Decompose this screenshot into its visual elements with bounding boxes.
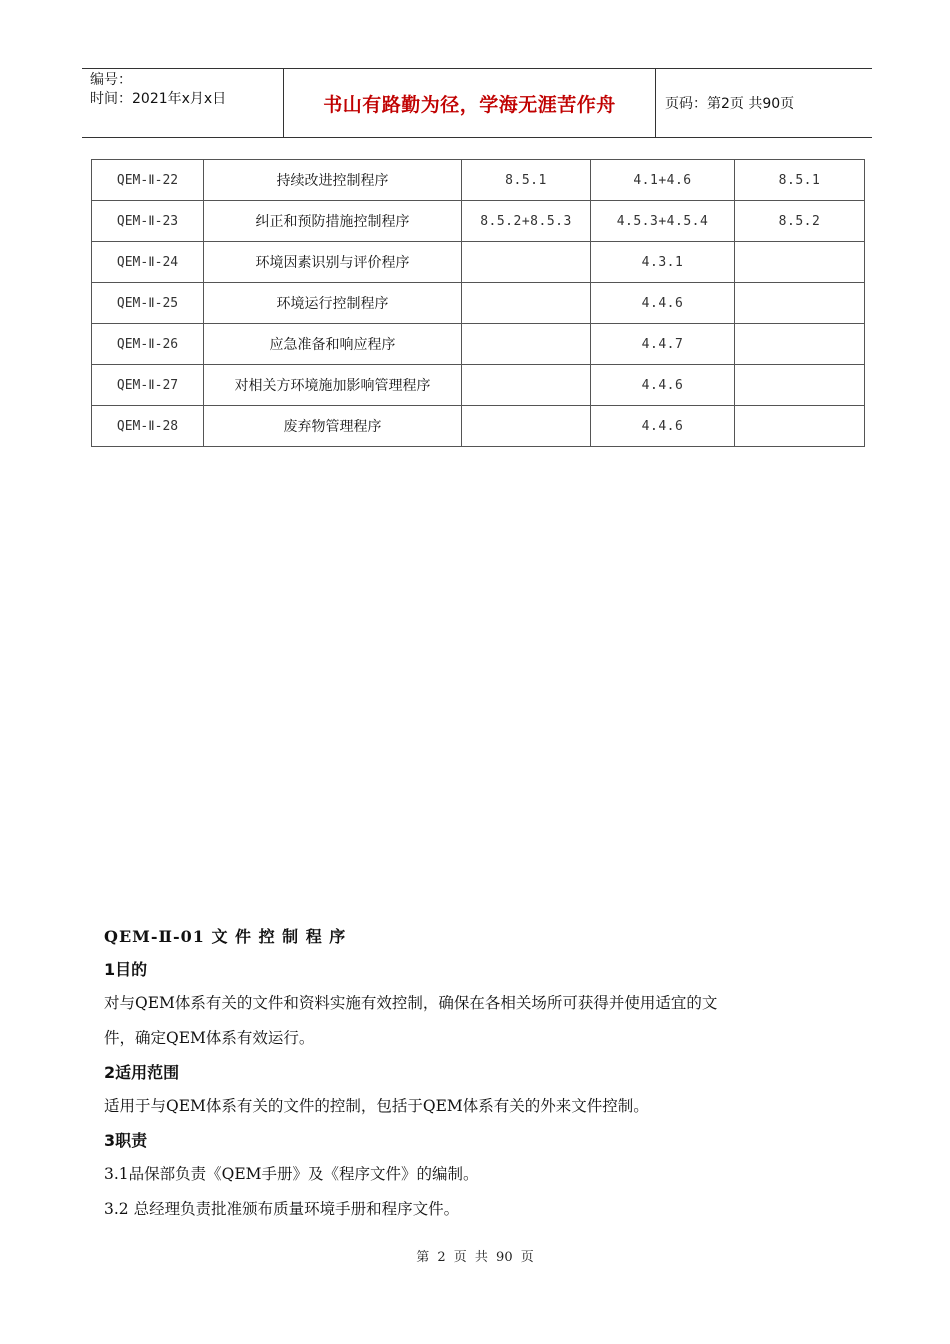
responsibility-item-2: 3.2 总经理负责批准颁布质量环境手册和程序文件。 [104,1200,460,1218]
clause-col-1 [462,406,591,447]
clause-col-3: 8.5.1 [735,160,865,201]
page-header [82,68,872,138]
clause-col-3 [735,283,865,324]
procedure-name: 纠正和预防措施控制程序 [204,201,462,242]
clause-col-2: 4.4.6 [591,365,735,406]
procedure-name: 环境因素识别与评价程序 [204,242,462,283]
procedure-name: 废弃物管理程序 [204,406,462,447]
table-row [92,160,865,201]
clause-col-2: 4.1+4.6 [591,160,735,201]
header-meta [82,69,284,137]
procedure-code: QEM-Ⅱ-24 [92,242,204,283]
procedure-name: 环境运行控制程序 [204,283,462,324]
procedure-code: QEM-Ⅱ-25 [92,283,204,324]
procedure-code: QEM-Ⅱ-26 [92,324,204,365]
table-row [92,242,865,283]
clause-col-1 [462,283,591,324]
purpose-line-1: 对与QEM体系有关的文件和资料实施有效控制，确保在各相关场所可获得并使用适宜的文 [104,994,718,1012]
clause-col-1: 8.5.2+8.5.3 [462,201,591,242]
header-page-info: 页码：第2页 共90页 [665,96,795,112]
clause-col-3 [735,324,865,365]
clause-col-1 [462,324,591,365]
document-title: QEM-Ⅱ-01 文 件 控 制 程 序 [104,927,347,946]
clause-col-1 [462,242,591,283]
procedure-name: 持续改进控制程序 [204,160,462,201]
procedure-table [91,159,865,447]
procedure-code: QEM-Ⅱ-22 [92,160,204,201]
clause-col-2: 4.4.7 [591,324,735,365]
procedure-name: 对相关方环境施加影响管理程序 [204,365,462,406]
section-heading-scope: 2适用范围 [104,1063,180,1082]
document-body [104,920,864,1227]
procedure-code: QEM-Ⅱ-28 [92,406,204,447]
scope-text: 适用于与QEM体系有关的文件的控制，包括于QEM体系有关的外来文件控制。 [104,1097,649,1115]
header-motto: 书山有路勤为径，学海无涯苦作舟 [284,69,656,137]
procedure-name: 应急准备和响应程序 [204,324,462,365]
clause-col-2: 4.3.1 [591,242,735,283]
date-label: 时间：2021年x月x日 [90,91,227,107]
clause-col-3 [735,242,865,283]
purpose-line-2: 件，确定QEM体系有效运行。 [104,1029,315,1047]
clause-col-2: 4.4.6 [591,406,735,447]
clause-col-2: 4.5.3+4.5.4 [591,201,735,242]
table-row [92,201,865,242]
clause-col-1 [462,365,591,406]
procedure-code: QEM-Ⅱ-27 [92,365,204,406]
section-heading-responsibility: 3职责 [104,1131,148,1150]
table-row [92,324,865,365]
procedure-code: QEM-Ⅱ-23 [92,201,204,242]
clause-col-3 [735,406,865,447]
clause-col-3: 8.5.2 [735,201,865,242]
clause-col-1: 8.5.1 [462,160,591,201]
section-heading-purpose: 1目的 [104,960,148,979]
page-footer: 第 2 页 共 90 页 [416,1250,534,1265]
table-row [92,406,865,447]
table-row [92,365,865,406]
table-row [92,283,865,324]
responsibility-item-1: 3.1品保部负责《QEM手册》及《程序文件》的编制。 [104,1165,479,1183]
clause-col-2: 4.4.6 [591,283,735,324]
clause-col-3 [735,365,865,406]
number-label: 编号： [90,72,132,88]
